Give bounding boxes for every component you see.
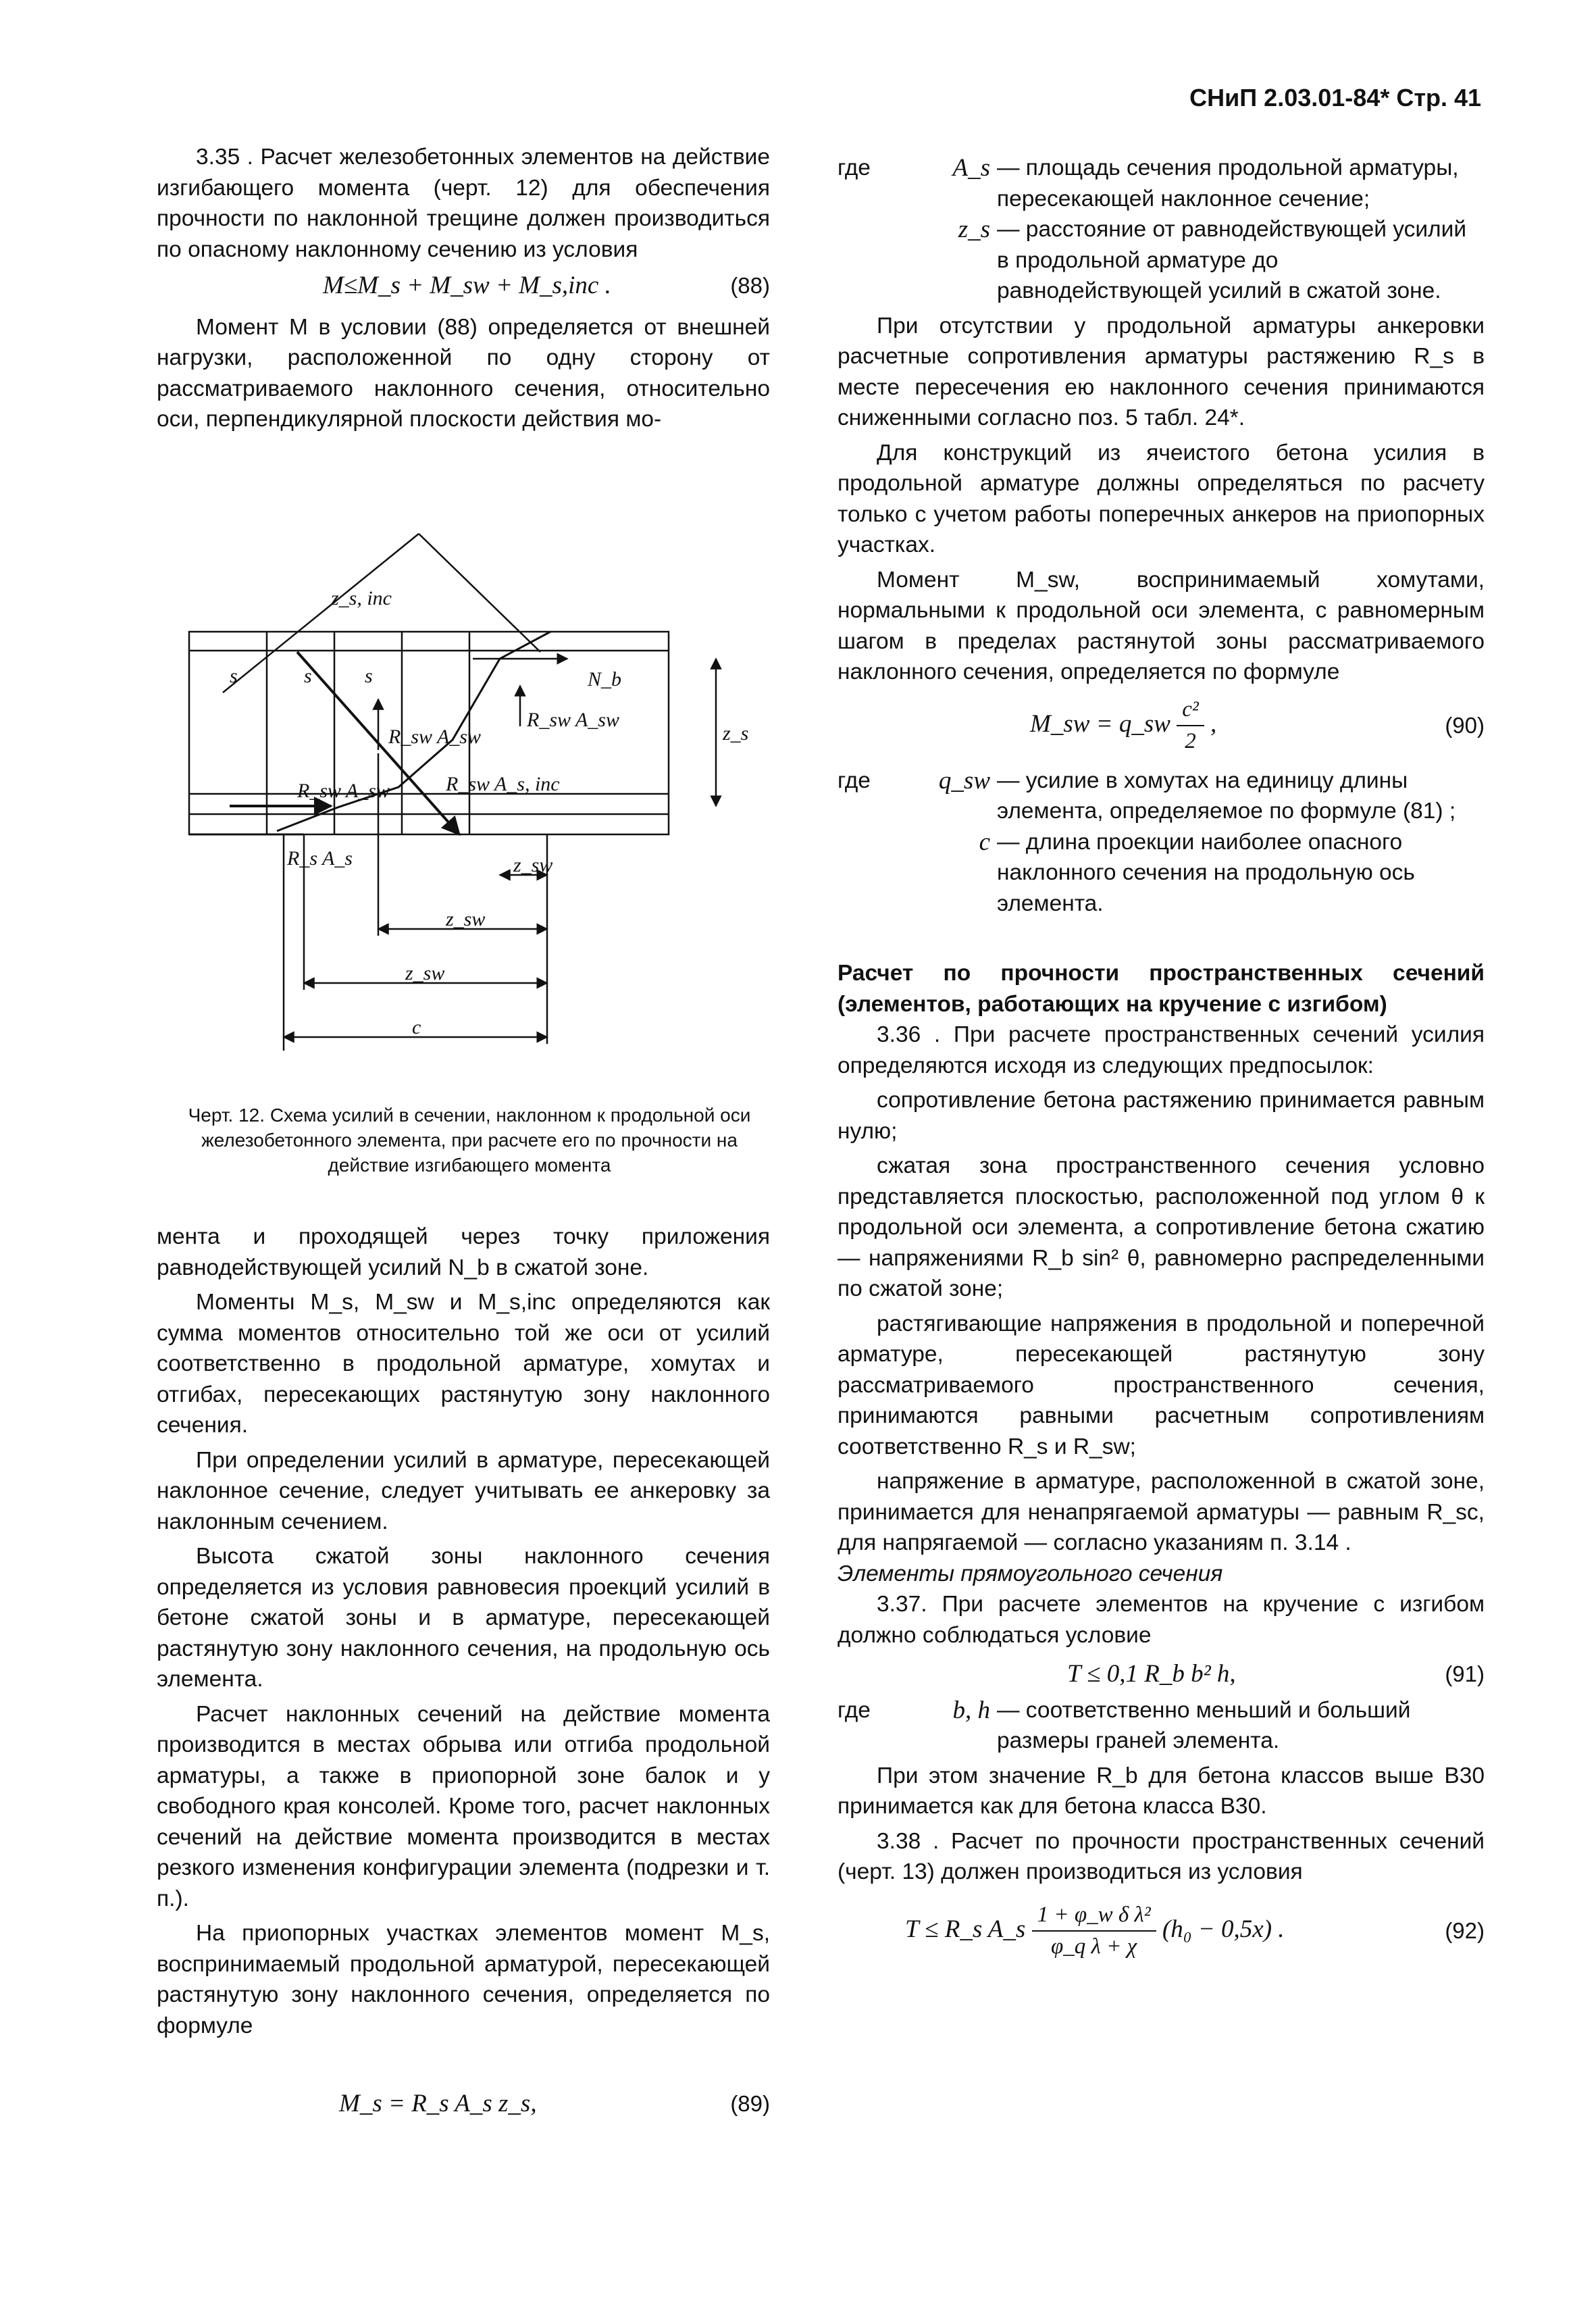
equation-89 [157, 2088, 770, 2119]
label-zs-inc: z_s, inc [331, 587, 392, 609]
label-rsw-asw: R_sw A_sw [527, 709, 619, 731]
paragraph: 3.36 . При расчете пространственных сечений усилия определяются исходя из следующих предпосылок: [838, 1022, 1485, 1078]
equation-91 [838, 1659, 1485, 1690]
label-rs-as: R_s A_s [287, 847, 353, 870]
symbol: b, h [952, 1696, 990, 1724]
label-rsw-asw: R_sw A_sw [388, 726, 481, 748]
label-s: s [304, 665, 312, 687]
section-heading: Расчет по прочности пространственных сечений (элементов, работающих на кручение с изгибом) [838, 961, 1485, 1017]
denominator: 2 [1185, 729, 1196, 753]
definition-text: — длина проекции наиболее опасного наклонного сечения на продольную ось элемента. [997, 829, 1415, 916]
label-zsw: z_sw [446, 908, 486, 930]
left-column [157, 142, 770, 435]
paragraph: Расчет наклонных сечений на действие момента производится в местах обрыва или отгиба продольной арматуры, а также в приопорной зоне балок и у свободного края консолей. Кроме того, расчет наклонных сечений на действие момента производится в местах резкого изменения конфигурации элемента (подрезки и т. п.). [157, 1701, 770, 1911]
equation-lhs: M_sw = q_sw [1030, 709, 1170, 738]
page-header: СНиП 2.03.01-84* Стр. 41 [1189, 84, 1481, 111]
definition-text: — площадь сечения продольной арматуры, пересекающей наклонное сечение; [997, 155, 1459, 211]
paragraph: Для конструкций из ячеистого бетона усилия в продольной арматуре должны определяться по расчету только с учетом работы поперечных анкеров на приопорных участках. [838, 440, 1485, 557]
where-label: где [838, 155, 871, 180]
paragraph: Момент M_sw, воспринимаемый хомутами, нормальными к продольной оси элемента, с равномерным шагом в пределах растянутой зоны рассматриваемого наклонного сечения, определяется по формуле [838, 567, 1485, 684]
label-c: c [412, 1016, 421, 1038]
label-zsw: z_sw [405, 962, 445, 984]
equation-number: (92) [1445, 1918, 1485, 1944]
left-column-lower [157, 1222, 770, 2119]
paragraph: При отсутствии у продольной арматуры анкеровки расчетные сопротивления арматуры растяжению R_s в месте пересечения ею наклонного сечения принимаются сниженными согласно поз. 5 табл. 24*. [838, 313, 1485, 430]
equation-number: (88) [730, 273, 770, 298]
equation-body: M≤M_s + M_sw + M_s,inc . [323, 272, 611, 299]
paragraph: сопротивление бетона растяжению принимается равным нулю; [838, 1088, 1485, 1144]
definition-bh [838, 1695, 1485, 1757]
definition-text: — соответственно меньший и больший размеры граней элемента. [997, 1697, 1411, 1753]
definition-as [838, 153, 1485, 214]
paragraph: Высота сжатой зоны наклонного сечения определяется из условия равновесия проекций усилий в бетоне сжатой зоны и в арматуре, пересекающей растянутую зону наклонного сечения, на продольную ось элемента. [157, 1544, 770, 1692]
paragraph: напряжение в арматуре, расположенной в сжатой зоне, принимается для ненапрягаемой арматуры — равным R_sc, для напрягаемой — согласно указаниям п. 3.14 . [838, 1469, 1485, 1555]
label-rsw-as-inc: R_sw A_s, inc [446, 773, 560, 795]
paragraph: сжатая зона пространственного сечения условно представляется плоскостью, расположенной под углом θ к продольной оси элемента, а сопротивление бетона сжатию — напряжениями R_b sin² θ, равномерно распределенными по сжатой зоне; [838, 1153, 1485, 1301]
paragraph: 3.37. При расчете элементов на кручение с изгибом должно соблюдаться условие [838, 1592, 1485, 1648]
symbol: z_s [958, 216, 990, 243]
equation-body: M_sw = q_sw $\frac{\text{c²}}{2}$ , [1030, 695, 1216, 757]
denominator: φ_q λ + χ [1051, 1934, 1137, 1959]
paragraph: мента и проходящей через точку приложения равнодействующей усилий N_b в сжатой зоне. [157, 1224, 770, 1280]
equation-body: T ≤ 0,1 R_b b² h, [1067, 1660, 1236, 1688]
symbol: q_sw [938, 766, 990, 795]
definition-text: — усилие в хомутах на единицу длины элемента, определяемое по формуле (81) ; [997, 768, 1456, 824]
symbol: c [979, 828, 990, 856]
figure-caption: Черт. 12. Схема усилий в сечении, наклонном к продольной оси железобетонного элемента, при расчете его по прочности на действие изгибающего момента [188, 1105, 751, 1176]
paragraph: При этом значение R_b для бетона классов выше В30 принимается как для бетона класса В30. [838, 1763, 1485, 1819]
right-column [838, 153, 1485, 1963]
label-zsw: z_sw [513, 854, 553, 876]
paragraph: 3.35 . Расчет железобетонных элементов на действие изгибающего момента (черт. 12) для обеспечения прочности по наклонной трещине должен производиться по опасному наклонному сечению из условия [157, 145, 770, 262]
paragraph: На приопорных участках элементов момент M_s, воспринимаемый продольной арматурой, пересекающей растянутую зону наклонного сечения, определяется по формуле [157, 1921, 770, 2038]
figure-12-diagram [162, 524, 777, 1064]
label-nb: N_b [588, 668, 622, 690]
equation-body [905, 1900, 1285, 1963]
numerator: c² [1177, 695, 1204, 727]
paragraph: Момент M в условии (88) определяется от внешней нагрузки, расположенной по одну сторону от рассматриваемого наклонного сечения, относительно оси, перпендикулярной плоскости действия мо- [157, 314, 770, 432]
equation-lhs: T ≤ R_s A_s [905, 1915, 1026, 1943]
equation-90 [838, 695, 1485, 757]
label-zs: z_s [723, 722, 749, 745]
equation-body: M_s = R_s A_s z_s, [339, 2090, 537, 2117]
definition-zs [838, 214, 1485, 307]
equation-88 [157, 270, 770, 301]
fraction [1177, 695, 1204, 757]
paragraph: растягивающие напряжения в продольной и поперечной арматуре, пересекающей растянутую зону рассматриваемого пространственного сечения, принимаются равными расчетным сопротивлениям соответственно R_s и R_sw; [838, 1311, 1485, 1459]
symbol: A_s [952, 154, 990, 182]
paragraph: Моменты M_s, M_sw и M_s,inc определяются как сумма моментов относительно той же оси от усилий соответственно в продольной арматуре, хомутах и отгибах, пересекающих растянутую зону наклонного сечения. [157, 1290, 770, 1438]
paragraph: 3.38 . Расчет по прочности пространственных сечений (черт. 13) должен производиться из условия [838, 1828, 1485, 1884]
equation-92 [838, 1900, 1485, 1963]
paragraph: При определении усилий в арматуре, пересекающей наклонное сечение, следует учитывать ее анкеровку за наклонным сечением. [157, 1447, 770, 1534]
label-rsw-asw: R_sw A_sw [297, 780, 390, 802]
where-label: где [838, 768, 871, 793]
equation-number: (90) [1445, 713, 1485, 738]
definition-c [838, 827, 1485, 920]
numerator: 1 + φ_w δ λ² [1032, 1900, 1156, 1932]
label-s: s [230, 665, 238, 687]
definition-qsw [838, 765, 1485, 827]
equation-number: (91) [1445, 1661, 1485, 1686]
equation-number: (89) [730, 2091, 770, 2116]
subsection-heading: Элементы прямоугольного сечения [838, 1561, 1223, 1586]
where-label: где [838, 1697, 871, 1723]
fraction [1032, 1900, 1156, 1963]
label-s: s [365, 665, 373, 687]
equation-rhs: (h₀ − 0,5x) . [1162, 1915, 1285, 1943]
definition-text: — расстояние от равнодействующей усилий в продольной арматуре до равнодействующей усилий в сжатой зоне. [997, 217, 1467, 303]
